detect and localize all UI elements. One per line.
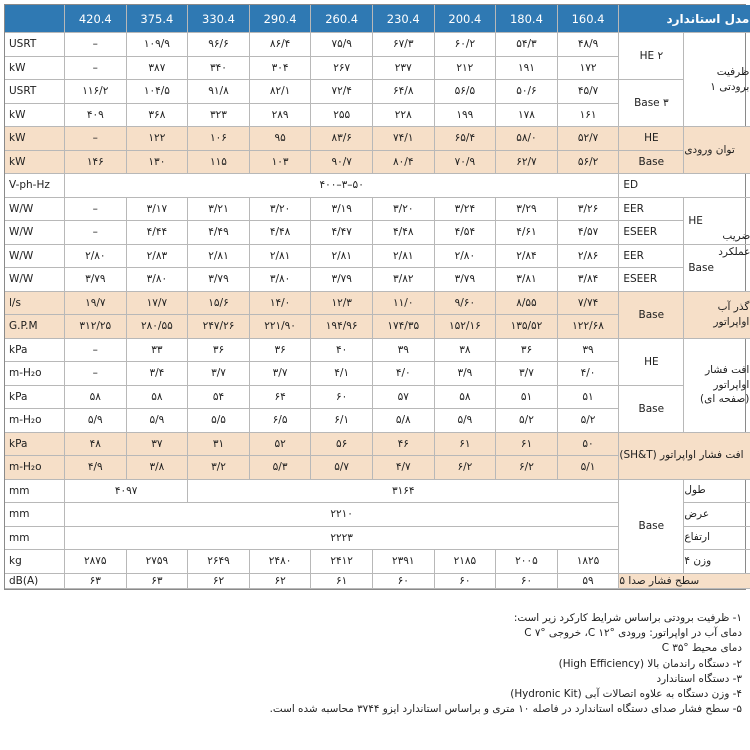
value-cell: ۲۳۹۱ xyxy=(373,550,435,574)
value-cell: ۶۱ xyxy=(496,433,558,457)
value-cell: ۴/۱ xyxy=(311,362,373,386)
value-cell: ۲/۸۱ xyxy=(250,245,312,269)
label-base: Base xyxy=(619,292,684,339)
value-cell: ۵/۸ xyxy=(373,409,435,433)
value-cell: ۲۸۷۵ xyxy=(65,550,127,574)
value-cell: ۱۲۲ xyxy=(127,127,189,151)
unit-cell: m-H₂o xyxy=(5,362,65,386)
value-cell: ۵۰ xyxy=(558,433,620,457)
value-cell: ۴/۷ xyxy=(373,456,435,480)
unit-cell: V-ph-Hz xyxy=(5,174,65,198)
value-cell: ۳/۲۴ xyxy=(435,198,497,222)
value-cell: ۱۵۲/۱۶ xyxy=(435,315,497,339)
value-cell: ۳/۲۱ xyxy=(188,198,250,222)
label-width: عرض xyxy=(684,503,750,527)
value-cell: ۲/۸۳ xyxy=(127,245,189,269)
value-cell: ۷۴/۱ xyxy=(373,127,435,151)
value-cell: ۶۲/۷ xyxy=(496,151,558,175)
value-cell: ۴/۵۷ xyxy=(558,221,620,245)
label-weight: وزن ۴ xyxy=(684,550,750,574)
value-cell: ۴/۵۴ xyxy=(435,221,497,245)
value-cell: ۶/۲ xyxy=(496,456,558,480)
label-base-vertical: Base xyxy=(684,245,750,292)
value-cell: ۵/۳ xyxy=(250,456,312,480)
label-drop-sht: افت فشار اواپراتور (SH&T) xyxy=(619,433,750,480)
value-cell: ۱۳۵/۵۲ xyxy=(496,315,558,339)
value-cell: ۵۶/۵ xyxy=(435,80,497,104)
value-cell: ۵/۲ xyxy=(558,409,620,433)
value-cell: ۶۱ xyxy=(311,574,373,590)
value-cell: ۳/۸۱ xyxy=(496,268,558,292)
footnote-3: ۳- دستگاه استاندارد xyxy=(656,672,742,685)
value-cell: ۴۸/۹ xyxy=(558,33,620,57)
unit-cell: mm xyxy=(5,480,65,504)
value-cell: ۵۴ xyxy=(188,386,250,410)
value-cell: ۳/۲۰ xyxy=(373,198,435,222)
unit-cell: dB(A) xyxy=(5,574,65,590)
value-cell: ۷۰/۹ xyxy=(435,151,497,175)
value-cell: ۳۳ xyxy=(127,339,189,363)
value-cell: ۳۹ xyxy=(373,339,435,363)
value-cell: ۳/۲۹ xyxy=(496,198,558,222)
value-cell: ۳۱ xyxy=(188,433,250,457)
value-cell: ۴/۴۸ xyxy=(250,221,312,245)
unit-cell: USRT xyxy=(5,80,65,104)
value-cell: ۲۴۷/۲۶ xyxy=(188,315,250,339)
value-cell: ۳۶ xyxy=(188,339,250,363)
label-drop-plate: افت فشار اواپراتور (صفحه ای) xyxy=(684,339,750,433)
value-cell: ۶۰ xyxy=(311,386,373,410)
unit-cell: W/W xyxy=(5,268,65,292)
value-cell: ۶۰ xyxy=(496,574,558,590)
unit-cell: kPa xyxy=(5,339,65,363)
value-cell: ۳/۸۰ xyxy=(250,268,312,292)
value-cell: ۳/۱۹ xyxy=(311,198,373,222)
value-cell: ۲/۸۱ xyxy=(373,245,435,269)
value-cell: ۵/۹ xyxy=(65,409,127,433)
label-he: HE xyxy=(619,339,684,386)
value-cell: ۲۲۱/۹۰ xyxy=(250,315,312,339)
value-cell: ۹۱/۸ xyxy=(188,80,250,104)
footnotes xyxy=(0,611,742,717)
value-cell: ۱۹۱ xyxy=(496,57,558,81)
value-cell: ۳/۷۹ xyxy=(311,268,373,292)
value-cell: ۵/۹ xyxy=(435,409,497,433)
value-cell: ۲۸۰/۵۵ xyxy=(127,315,189,339)
footnote-1-ambient: دمای محیط °C ۳۵ xyxy=(661,642,742,655)
value-cell: ۳۹ xyxy=(558,339,620,363)
value-cell: ۹۵ xyxy=(250,127,312,151)
value-cell: ۵۲/۷ xyxy=(558,127,620,151)
value-cell: ۹/۶۰ xyxy=(435,292,497,316)
value-cell: ۱۲/۳ xyxy=(311,292,373,316)
value-cell: ۳۰۴ xyxy=(250,57,312,81)
value-cell: ۸/۵۵ xyxy=(496,292,558,316)
value-cell: – xyxy=(65,221,127,245)
value-cell: ۶۲ xyxy=(188,574,250,590)
value-cell: ۷۲/۴ xyxy=(311,80,373,104)
value-cell: ۴۶ xyxy=(373,433,435,457)
value-cell: ۶۵/۴ xyxy=(435,127,497,151)
value-cell: ۱۹۹ xyxy=(435,104,497,128)
unit-cell: kW xyxy=(5,151,65,175)
value-cell: ۳/۸ xyxy=(127,456,189,480)
value-cell: ۵۷ xyxy=(373,386,435,410)
value-cell: ۶/۲ xyxy=(435,456,497,480)
value-cell: ۱۳۰ xyxy=(127,151,189,175)
unit-cell: G.P.M xyxy=(5,315,65,339)
value-cell: – xyxy=(65,339,127,363)
label-base: Base ۳ xyxy=(619,80,684,127)
label-height: ارتفاع xyxy=(684,527,750,551)
value-cell: ۲۰۰۵ xyxy=(496,550,558,574)
value-cell: ۴/۶۱ xyxy=(496,221,558,245)
value-cell: ۵۹ xyxy=(558,574,620,590)
value-cell: – xyxy=(65,127,127,151)
value-cell: ۱۷۸ xyxy=(496,104,558,128)
label-input-power: توان ورودی xyxy=(684,127,750,174)
unit-cell: W/W xyxy=(5,245,65,269)
label-he-vertical: HE xyxy=(684,198,750,245)
value-cell: ۶۴ xyxy=(250,386,312,410)
value-cell: ۱۷/۷ xyxy=(127,292,189,316)
header-model-160.4: 160.4 xyxy=(558,5,620,33)
value-cell: ۳۶۸ xyxy=(127,104,189,128)
value-cell: ۵۴/۳ xyxy=(496,33,558,57)
value-cell: ۳۸۷ xyxy=(127,57,189,81)
value-cell: ۵۸ xyxy=(65,386,127,410)
label-eer: EER xyxy=(619,198,684,222)
value-cell: ۳/۷۹ xyxy=(188,268,250,292)
value-cell: ۵/۷ xyxy=(311,456,373,480)
value-cell: ۶۷/۳ xyxy=(373,33,435,57)
unit-cell: mm xyxy=(5,503,65,527)
value-cell: ۱۹/۷ xyxy=(65,292,127,316)
label-eer: EER xyxy=(619,245,684,269)
value-cell: ۵۸ xyxy=(435,386,497,410)
value-cell: ۳۴۰ xyxy=(188,57,250,81)
value-cell: ۳۲۳ xyxy=(188,104,250,128)
footnote-1: ۱- ظرفیت برودتی براساس شرایط کارکرد زیر است: xyxy=(513,612,742,624)
value-cell: ۵۰/۶ xyxy=(496,80,558,104)
value-cell: ۱۲۲/۶۸ xyxy=(558,315,620,339)
value-cell: ۸۲/۱ xyxy=(250,80,312,104)
value-cell: ۶۲ xyxy=(250,574,312,590)
value-cell: ۲۵۵ xyxy=(311,104,373,128)
value-cell: ۳/۷۹ xyxy=(65,268,127,292)
unit-cell: W/W xyxy=(5,221,65,245)
value-cell: ۵/۲ xyxy=(496,409,558,433)
unit-cell: kPa xyxy=(5,433,65,457)
label-he: HE xyxy=(619,127,684,151)
value-cell: ۳/۲۰ xyxy=(250,198,312,222)
value-cell: ۹۶/۶ xyxy=(188,33,250,57)
value-cell: ۴/۰ xyxy=(373,362,435,386)
value-cell: ۱۷۲ xyxy=(558,57,620,81)
label-sound: سطح فشار صدا ۵ xyxy=(619,574,750,590)
label-eseer: ESEER xyxy=(619,221,684,245)
value-cell: ۹۰/۷ xyxy=(311,151,373,175)
value-cell: ۳/۸۴ xyxy=(558,268,620,292)
value-cell: ۱۰۹/۹ xyxy=(127,33,189,57)
value-cell: ۳۱۲/۲۵ xyxy=(65,315,127,339)
value-cell: ۱۱/۰ xyxy=(373,292,435,316)
value-cell: ۲۴۱۲ xyxy=(311,550,373,574)
merged-value: ۴۰۰–۳–۵۰ xyxy=(65,174,619,198)
value-cell: ۳/۷ xyxy=(250,362,312,386)
label-capacity: ظرفیت برودتی ۱ xyxy=(684,33,750,127)
value-cell: ۱۵/۶ xyxy=(188,292,250,316)
value-cell: ۲/۸۴ xyxy=(496,245,558,269)
value-cell: ۲۶۴۹ xyxy=(188,550,250,574)
value-cell: ۵۱ xyxy=(558,386,620,410)
spec-table xyxy=(4,4,750,590)
value-cell: – xyxy=(65,198,127,222)
label-eseer: ESEER xyxy=(619,268,684,292)
value-cell: ۳۶ xyxy=(250,339,312,363)
value-cell: ۱۹۴/۹۶ xyxy=(311,315,373,339)
value-cell: ۱۷۴/۳۵ xyxy=(373,315,435,339)
value-cell: ۶۰ xyxy=(435,574,497,590)
label-he: HE ۲ xyxy=(619,33,684,80)
value-cell: ۱۰۴/۵ xyxy=(127,80,189,104)
value-cell: ۲۷۵۹ xyxy=(127,550,189,574)
value-cell: ۱۴۶ xyxy=(65,151,127,175)
value-cell: ۲/۸۶ xyxy=(558,245,620,269)
value-cell: ۶۰/۲ xyxy=(435,33,497,57)
header-model-420.4: 420.4 xyxy=(65,5,127,33)
value-cell: ۴۰ xyxy=(311,339,373,363)
merged-value: ۲۲۲۳ xyxy=(65,527,619,551)
value-cell: ۱۸۲۵ xyxy=(558,550,620,574)
value-cell: ۶۱ xyxy=(435,433,497,457)
value-cell: ۳/۷ xyxy=(188,362,250,386)
value-cell: ۴۵/۷ xyxy=(558,80,620,104)
footnote-2: ۲- دستگاه راندمان بالا (High Efficiency) xyxy=(558,657,742,670)
value-cell: ۳/۲ xyxy=(188,456,250,480)
value-cell: ۲۶۷ xyxy=(311,57,373,81)
value-cell: ۶۳ xyxy=(65,574,127,590)
value-cell: ۴/۰ xyxy=(558,362,620,386)
unit-cell: kW xyxy=(5,104,65,128)
value-cell: ۸۰/۴ xyxy=(373,151,435,175)
value-cell: ۵۱ xyxy=(496,386,558,410)
value-cell: ۴۰۹ xyxy=(65,104,127,128)
footnote-4: ۴- وزن دستگاه به علاوه اتصالات آبی (Hydronic Kit) xyxy=(510,688,742,701)
unit-cell: kW xyxy=(5,127,65,151)
header-model-200.4: 200.4 xyxy=(435,5,497,33)
value-cell: ۵۲ xyxy=(250,433,312,457)
unit-cell: kW xyxy=(5,57,65,81)
value-cell: ۸۶/۴ xyxy=(250,33,312,57)
label-base: Base xyxy=(619,480,684,574)
unit-cell: m-H₂o xyxy=(5,409,65,433)
label-length: طول xyxy=(684,480,750,504)
value-cell: ۳۷ xyxy=(127,433,189,457)
unit-cell: l/s xyxy=(5,292,65,316)
value-cell: ۴/۴۴ xyxy=(127,221,189,245)
value-cell: ۵۸/۰ xyxy=(496,127,558,151)
label-ed: ED xyxy=(619,174,750,198)
value-cell: ۳/۲۶ xyxy=(558,198,620,222)
label-flow: گذر آب اواپراتور xyxy=(684,292,750,339)
value-cell: – xyxy=(65,57,127,81)
label-base: Base xyxy=(619,151,684,175)
value-cell: ۱۴/۰ xyxy=(250,292,312,316)
value-cell: ۳/۷ xyxy=(496,362,558,386)
value-cell: ۲/۸۰ xyxy=(65,245,127,269)
header-title: مدل استاندارد xyxy=(619,5,750,33)
header-model-230.4: 230.4 xyxy=(373,5,435,33)
value-cell: ۱۰۶ xyxy=(188,127,250,151)
value-cell: ۶/۵ xyxy=(250,409,312,433)
value-cell: ۵/۱ xyxy=(558,456,620,480)
value-cell: ۴۸ xyxy=(65,433,127,457)
value-cell: ۶۰ xyxy=(373,574,435,590)
value-cell: ۳۱۶۴ xyxy=(188,480,619,504)
header-model-260.4: 260.4 xyxy=(311,5,373,33)
footnote-1-water: دمای آب در اواپراتور: ورودی °C ۱۲، خروجی °C ۷ xyxy=(524,627,742,640)
value-cell: ۲۸۹ xyxy=(250,104,312,128)
header-model-180.4: 180.4 xyxy=(496,5,558,33)
value-cell: ۱۶۱ xyxy=(558,104,620,128)
value-cell: ۲/۸۰ xyxy=(435,245,497,269)
value-cell: ۳۸ xyxy=(435,339,497,363)
header-model-330.4: 330.4 xyxy=(188,5,250,33)
unit-cell: USRT xyxy=(5,33,65,57)
merged-value: ۲۲۱۰ xyxy=(65,503,619,527)
value-cell: – xyxy=(65,33,127,57)
value-cell: – xyxy=(65,362,127,386)
value-cell: ۸۳/۶ xyxy=(311,127,373,151)
value-cell: ۳/۷۹ xyxy=(435,268,497,292)
value-cell: ۲۳۷ xyxy=(373,57,435,81)
unit-cell: kg xyxy=(5,550,65,574)
value-cell: ۴/۴۸ xyxy=(373,221,435,245)
value-cell: ۵۶ xyxy=(311,433,373,457)
value-cell: ۵۸ xyxy=(127,386,189,410)
value-cell: ۶۴/۸ xyxy=(373,80,435,104)
value-cell: ۳/۹ xyxy=(435,362,497,386)
unit-cell: W/W xyxy=(5,198,65,222)
footnote-5: ۵- سطح فشار صدای دستگاه استاندارد در فاصله ۱۰ متری و براساس استاندارد ایزو ۳۷۴۴ محاسبه شده است. xyxy=(269,703,742,716)
value-cell: ۲۱۸۵ xyxy=(435,550,497,574)
label-performance: ضریب عملکرد xyxy=(718,229,750,258)
unit-cell: kPa xyxy=(5,386,65,410)
label-base: Base xyxy=(619,386,684,433)
value-cell: ۳/۸۰ xyxy=(127,268,189,292)
value-cell: ۲/۸۱ xyxy=(188,245,250,269)
value-cell: ۳/۱۷ xyxy=(127,198,189,222)
value-cell: ۲/۸۱ xyxy=(311,245,373,269)
header-unit-cell xyxy=(5,5,65,33)
value-cell: ۶۳ xyxy=(127,574,189,590)
value-cell: ۱۱۵ xyxy=(188,151,250,175)
value-cell: ۵/۹ xyxy=(127,409,189,433)
value-cell: ۳/۴ xyxy=(127,362,189,386)
value-cell: ۶/۱ xyxy=(311,409,373,433)
value-cell: ۲۱۲ xyxy=(435,57,497,81)
unit-cell: m-H₂o xyxy=(5,456,65,480)
value-cell: ۳/۸۲ xyxy=(373,268,435,292)
value-cell: ۲۲۸ xyxy=(373,104,435,128)
value-cell: ۱۱۶/۲ xyxy=(65,80,127,104)
header-model-290.4: 290.4 xyxy=(250,5,312,33)
value-cell: ۷۵/۹ xyxy=(311,33,373,57)
value-cell: ۵۶/۲ xyxy=(558,151,620,175)
value-cell: ۵/۵ xyxy=(188,409,250,433)
value-cell: ۴/۴۹ xyxy=(188,221,250,245)
header-model-375.4: 375.4 xyxy=(127,5,189,33)
value-cell: ۱۰۳ xyxy=(250,151,312,175)
value-cell: ۲۴۸۰ xyxy=(250,550,312,574)
value-cell: ۴/۴۷ xyxy=(311,221,373,245)
value-cell: ۷/۷۴ xyxy=(558,292,620,316)
value-cell: ۳۶ xyxy=(496,339,558,363)
unit-cell: mm xyxy=(5,527,65,551)
value-cell: ۴/۹ xyxy=(65,456,127,480)
value-cell: ۴۰۹۷ xyxy=(65,480,188,504)
